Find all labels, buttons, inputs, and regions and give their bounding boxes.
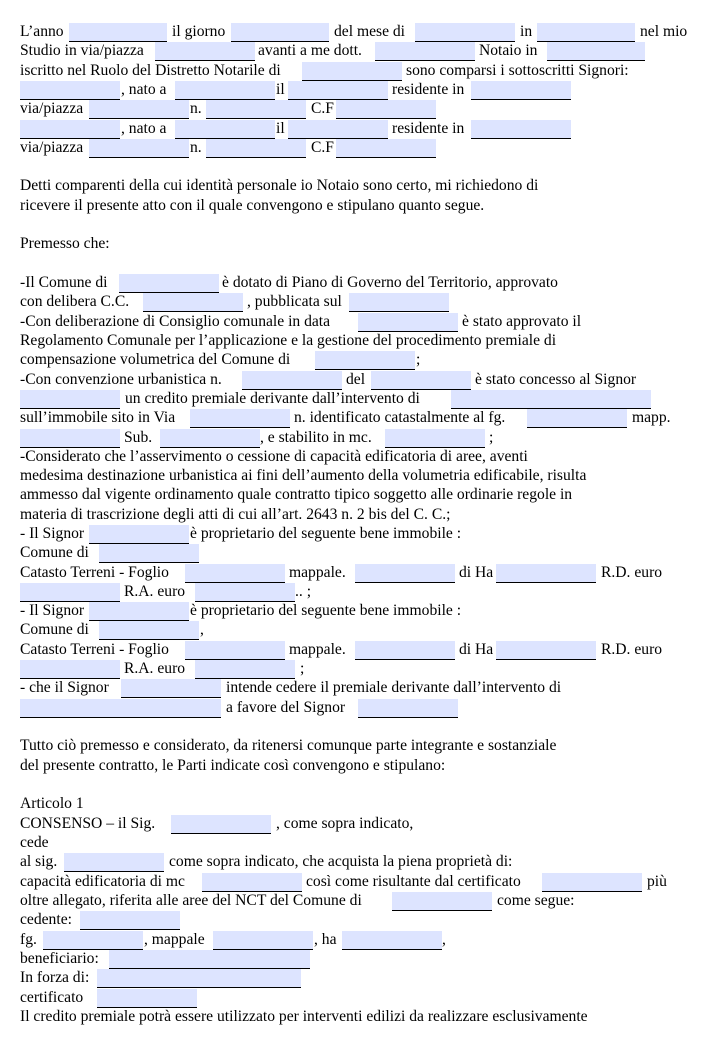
document-text: Comune di [20, 621, 89, 638]
fill-in-field[interactable] [97, 969, 301, 988]
fill-in-field[interactable] [231, 23, 329, 42]
document-text: mapp. [632, 409, 671, 426]
fill-in-field[interactable] [202, 873, 302, 892]
fill-in-field[interactable] [392, 892, 492, 911]
document-text: Studio in via/piazza [20, 42, 144, 59]
fill-in-field[interactable] [20, 583, 120, 602]
fill-in-field[interactable] [537, 23, 635, 42]
document-text: Premesso che: [20, 235, 110, 252]
document-text: , e stabilito in mc. [260, 429, 372, 446]
document-text: R.D. euro [601, 641, 663, 658]
document-text: come sopra indicato, che acquista la piena proprietà di: [169, 853, 513, 870]
fill-in-field[interactable] [349, 293, 449, 312]
fill-in-field[interactable] [342, 931, 442, 950]
fill-in-field[interactable] [355, 641, 455, 660]
document-text: Notaio in [479, 42, 538, 59]
fill-in-field[interactable] [20, 699, 221, 718]
fill-in-field[interactable] [155, 42, 255, 61]
fill-in-field[interactable] [143, 293, 243, 312]
document-text: del presente contratto, le Parti indicate così convengono e stipulano: [20, 757, 446, 774]
document-text: C.F [311, 139, 334, 156]
document-text: al sig. [20, 853, 58, 870]
fill-in-field[interactable] [121, 679, 221, 698]
fill-in-field[interactable] [242, 371, 342, 390]
document-text: è stato concesso al Signor [475, 371, 637, 388]
document-text: avanti a me dott. [258, 42, 362, 59]
fill-in-field[interactable] [89, 525, 189, 544]
fill-in-field[interactable] [547, 42, 645, 61]
document-text: Articolo 1 [20, 795, 84, 812]
fill-in-field[interactable] [160, 429, 260, 448]
fill-in-field[interactable] [43, 931, 143, 950]
document-text: , pubblicata sul [247, 293, 342, 310]
document-text: il [276, 81, 285, 98]
document-text: , nato a [121, 120, 167, 137]
document-text: di Ha [459, 641, 494, 658]
fill-in-field[interactable] [371, 371, 471, 390]
document-text: certificato [20, 989, 84, 1006]
document-text: , mappale [144, 931, 205, 948]
document-text: è dotato di Piano di Governo del Territorio, approvato [222, 274, 558, 291]
document-text: Tutto ciò premesso e considerato, da ritenersi comunque parte integrante e sostanziale [20, 737, 557, 754]
document-text: , [200, 621, 204, 638]
document-text: L’anno [20, 23, 64, 40]
document-text: di Ha [459, 564, 494, 581]
document-text: medesima destinazione urbanistica ai fini dell’aumento della volumetria edificabile, risulta [20, 467, 587, 484]
document-text: via/piazza [20, 100, 84, 117]
document-text: residente in [392, 120, 465, 137]
document-text: Catasto Terreni - Foglio [20, 641, 169, 658]
document-text: ; [300, 660, 305, 677]
document-text: Comune di [20, 544, 89, 561]
document-text: mappale. [289, 641, 346, 658]
document-text: materia di trascrizione degli atti di cui all’art. 2643 n. 2 bis del C. C.; [20, 506, 451, 523]
document-text: nel mio [640, 23, 688, 40]
document-text: intende cedere il premiale derivante dall’intervento di [226, 679, 562, 696]
document-text: CONSENSO – il Sig. [20, 815, 156, 832]
document-text: residente in [392, 81, 465, 98]
fill-in-field[interactable] [542, 873, 642, 892]
document-text: in [520, 23, 533, 40]
document-text: ; [489, 429, 494, 446]
fill-in-field[interactable] [302, 62, 402, 81]
fill-in-field[interactable] [358, 313, 458, 332]
fill-in-field[interactable] [119, 274, 219, 293]
document-text: Detti comparenti della cui identità personale io Notaio sono certo, mi richiedono di [20, 177, 539, 194]
document-text: cede [20, 834, 49, 851]
fill-in-field[interactable] [89, 602, 189, 621]
fill-in-field[interactable] [20, 390, 120, 409]
document-text: ricevere il presente atto con il quale convengono e stipulano quanto segue. [20, 197, 485, 214]
document-text: -Con convenzione urbanistica n. [20, 371, 222, 388]
fill-in-field[interactable] [20, 120, 120, 139]
fill-in-field[interactable] [496, 641, 596, 660]
fill-in-field[interactable] [185, 641, 285, 660]
fill-in-field[interactable] [336, 139, 436, 158]
fill-in-field[interactable] [206, 139, 306, 158]
fill-in-field[interactable] [20, 81, 120, 100]
fill-in-field[interactable] [171, 815, 271, 834]
fill-in-field[interactable] [451, 390, 651, 409]
document-text: oltre allegato, riferita alle aree del NCT del Comune di [20, 892, 362, 909]
document-text: n. identificato catastalmente al fg. [294, 409, 506, 426]
document-text: R.D. euro [601, 564, 663, 581]
fill-in-field[interactable] [69, 23, 167, 42]
document-text: del [346, 371, 366, 388]
fill-in-field[interactable] [213, 931, 313, 950]
document-text: via/piazza [20, 139, 84, 156]
fill-in-field[interactable] [89, 100, 189, 119]
fill-in-field[interactable] [471, 120, 571, 139]
document-text: il giorno [172, 23, 226, 40]
fill-in-field[interactable] [190, 409, 290, 428]
document-text: Regolamento Comunale per l’applicazione e la gestione del procedimento premiale di [20, 332, 557, 349]
document-text: In forza di: [20, 969, 90, 986]
fill-in-field[interactable] [358, 699, 458, 718]
document-text: , come sopra indicato, [276, 815, 414, 832]
document-text: -Considerato che l’asservimento o cessione di capacità edificatoria di aree, aventi [20, 448, 528, 465]
document-text: del mese di [334, 23, 406, 40]
document-text: sono comparsi i sottoscritti Signori: [406, 62, 629, 79]
fill-in-field[interactable] [415, 23, 515, 42]
fill-in-field[interactable] [315, 351, 415, 370]
fill-in-field[interactable] [109, 950, 310, 969]
document-text: come segue: [497, 892, 575, 909]
document-text: - Il Signor [20, 525, 85, 542]
fill-in-field[interactable] [185, 564, 285, 583]
document-text: -Con deliberazione di Consiglio comunale in data [20, 313, 331, 330]
fill-in-field[interactable] [496, 564, 596, 583]
document-text: C.F [311, 100, 334, 117]
document-text: R.A. euro [124, 583, 186, 600]
fill-in-field[interactable] [64, 853, 164, 872]
fill-in-field[interactable] [195, 583, 295, 602]
document-text: -Il Comune di [20, 274, 108, 291]
document-text: così come risultante dal certificato [306, 873, 521, 890]
fill-in-field[interactable] [355, 564, 455, 583]
document-text: n. [190, 100, 202, 117]
document-text: - che il Signor [20, 679, 109, 696]
fill-in-field[interactable] [385, 429, 485, 448]
fill-in-field[interactable] [20, 660, 120, 679]
fill-in-field[interactable] [375, 42, 475, 61]
document-text: è proprietario del seguente bene immobile : [190, 525, 462, 542]
document-text: capacità edificatoria di mc [20, 873, 185, 890]
document-text: compensazione volumetrica del Comune di [20, 351, 291, 368]
fill-in-field[interactable] [288, 81, 388, 100]
document-text: cedente: [20, 911, 72, 928]
document-text: , [442, 931, 446, 948]
document-text: Sub. [124, 429, 153, 446]
document-text: sull’immobile sito in Via [20, 409, 176, 426]
fill-in-field[interactable] [99, 544, 199, 563]
document-text: Catasto Terreni - Foglio [20, 564, 169, 581]
document-text: con delibera C.C. [20, 293, 130, 310]
document-text: un credito premiale derivante dall’intervento di [125, 390, 420, 407]
document-text: , nato a [121, 81, 167, 98]
fill-in-field[interactable] [471, 81, 571, 100]
fill-in-field[interactable] [336, 100, 436, 119]
document-text: mappale. [289, 564, 346, 581]
fill-in-field[interactable] [99, 621, 199, 640]
document-text: Il credito premiale potrà essere utilizzato per interventi edilizi da realizzare esclusivamente [20, 1008, 588, 1025]
document-text: ; [416, 351, 421, 368]
fill-in-field[interactable] [206, 100, 306, 119]
document-text: R.A. euro [124, 660, 186, 677]
fill-in-field[interactable] [288, 120, 388, 139]
document-text: a favore del Signor [226, 699, 346, 716]
document-text: , ha [314, 931, 337, 948]
document-text: n. [190, 139, 202, 156]
fill-in-field[interactable] [20, 429, 120, 448]
document-text: ammesso dal vigente ordinamento quale contratto tipico soggetto alle ordinarie regole in [20, 486, 573, 503]
document-text: è stato approvato il [462, 313, 582, 330]
fill-in-field[interactable] [195, 660, 295, 679]
document-text: beneficiario: [20, 950, 99, 967]
document-text: il [276, 120, 285, 137]
document-text: è proprietario del seguente bene immobile : [190, 602, 462, 619]
document-text: fg. [20, 931, 37, 948]
fill-in-field[interactable] [89, 139, 189, 158]
document-text: più [647, 873, 667, 890]
document-text: - Il Signor [20, 602, 85, 619]
document-text: iscritto nel Ruolo del Distretto Notarile di [20, 62, 281, 79]
fill-in-field[interactable] [175, 81, 275, 100]
fill-in-field[interactable] [175, 120, 275, 139]
fill-in-field[interactable] [97, 989, 197, 1008]
document-text: .. ; [295, 583, 312, 600]
fill-in-field[interactable] [80, 911, 180, 930]
fill-in-field[interactable] [527, 409, 627, 428]
